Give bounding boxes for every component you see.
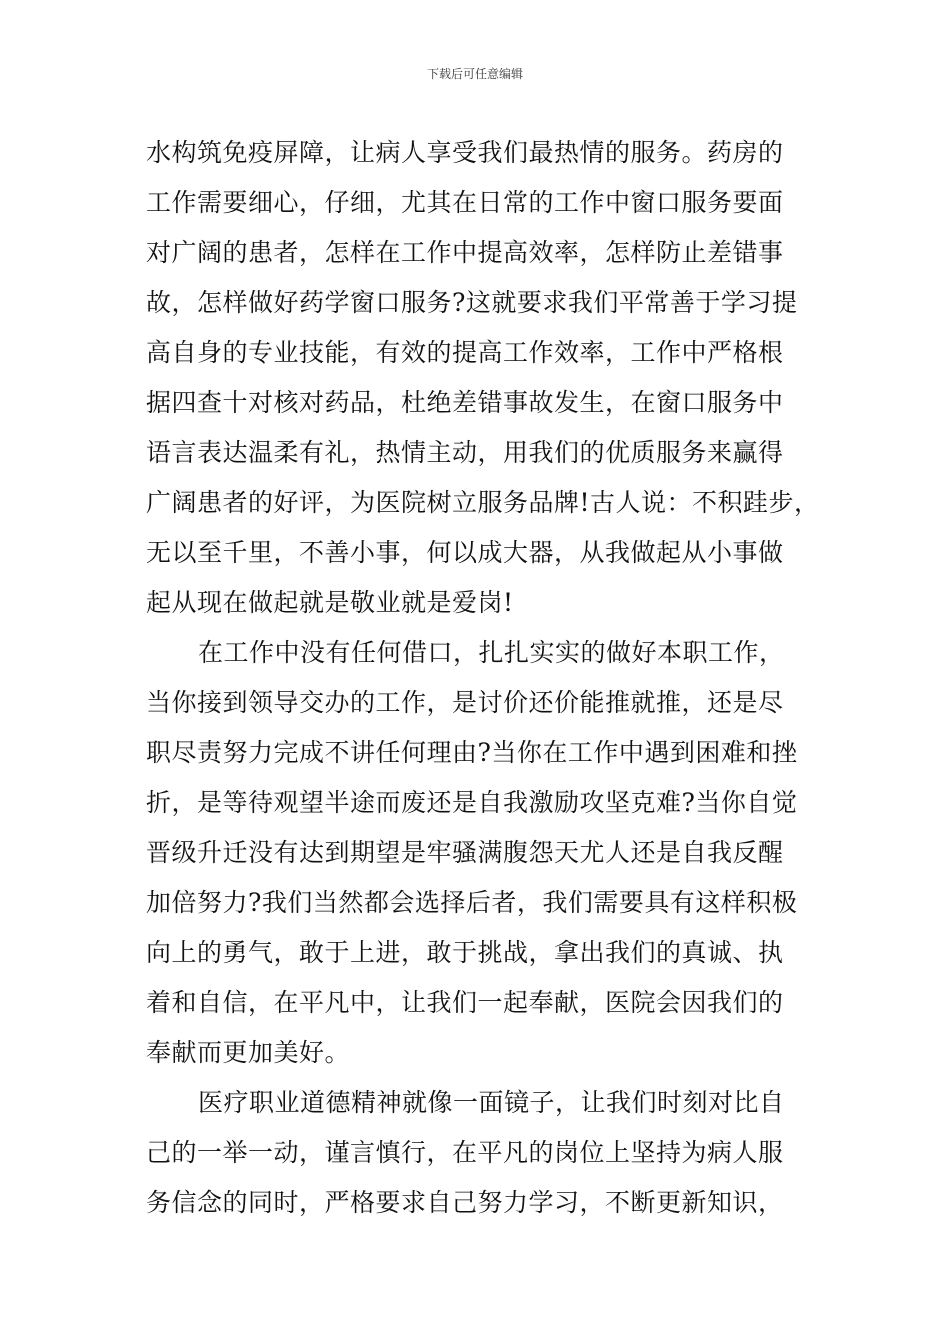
document-body (146, 128, 826, 1228)
text-line: 医疗职业道德精神就像一面镜子，让我们时刻对比自 (198, 1088, 785, 1117)
text-line: 己的一举一动，谨言慎行，在平凡的岗位上坚持为病人服 (146, 1138, 784, 1167)
text-line: 务信念的同时，严格要求自己努力学习，不断更新知识， (146, 1188, 784, 1217)
paragraph-3 (146, 1078, 826, 1228)
text-line: 加倍努力?我们当然都会选择后者，我们需要具有这样积极 (146, 888, 798, 917)
page-header: 下载后可任意编辑 (426, 67, 523, 81)
paragraph-2 (146, 628, 826, 1078)
text-line: 故，怎样做好药学窗口服务?这就要求我们平常善于学习提 (146, 288, 798, 317)
text-line: 折，是等待观望半途而废还是自我激励攻坚克难?当你自觉 (146, 788, 798, 817)
text-line: 工作需要细心，仔细，尤其在日常的工作中窗口服务要面 (146, 188, 784, 217)
text-line: 当你接到领导交办的工作，是讨价还价能推就推，还是尽 (146, 688, 784, 717)
paragraph-1 (146, 128, 826, 628)
text-line: 起从现在做起就是敬业就是爱岗! (146, 588, 514, 617)
text-line: 晋级升迁没有达到期望是牢骚满腹怨天尤人还是自我反醒 (146, 838, 784, 867)
text-line: 水构筑免疫屏障，让病人享受我们最热情的服务。药房的 (146, 138, 784, 167)
text-line: 在工作中没有任何借口，扎扎实实的做好本职工作， (198, 638, 785, 667)
text-line: 无以至千里，不善小事，何以成大器，从我做起从小事做 (146, 538, 784, 567)
text-line: 向上的勇气，敢于上进，敢于挑战，拿出我们的真诚、执 (146, 938, 784, 967)
text-line: 着和自信，在平凡中，让我们一起奉献，医院会因我们的 (146, 988, 784, 1017)
text-line: 语言表达温柔有礼，热情主动，用我们的优质服务来赢得 (146, 438, 784, 467)
text-line: 奉献而更加美好。 (146, 1038, 351, 1067)
text-line: 职尽责努力完成不讲任何理由?当你在工作中遇到困难和挫 (146, 738, 798, 767)
text-line: 对广阔的患者，怎样在工作中提高效率，怎样防止差错事 (146, 238, 784, 267)
text-line: 高自身的专业技能，有效的提高工作效率，工作中严格根 (146, 338, 784, 367)
text-line: 广阔患者的好评，为医院树立服务品牌!古人说：不积跬步， (146, 488, 820, 517)
text-line: 据四查十对核对药品，杜绝差错事故发生，在窗口服务中 (146, 388, 784, 417)
